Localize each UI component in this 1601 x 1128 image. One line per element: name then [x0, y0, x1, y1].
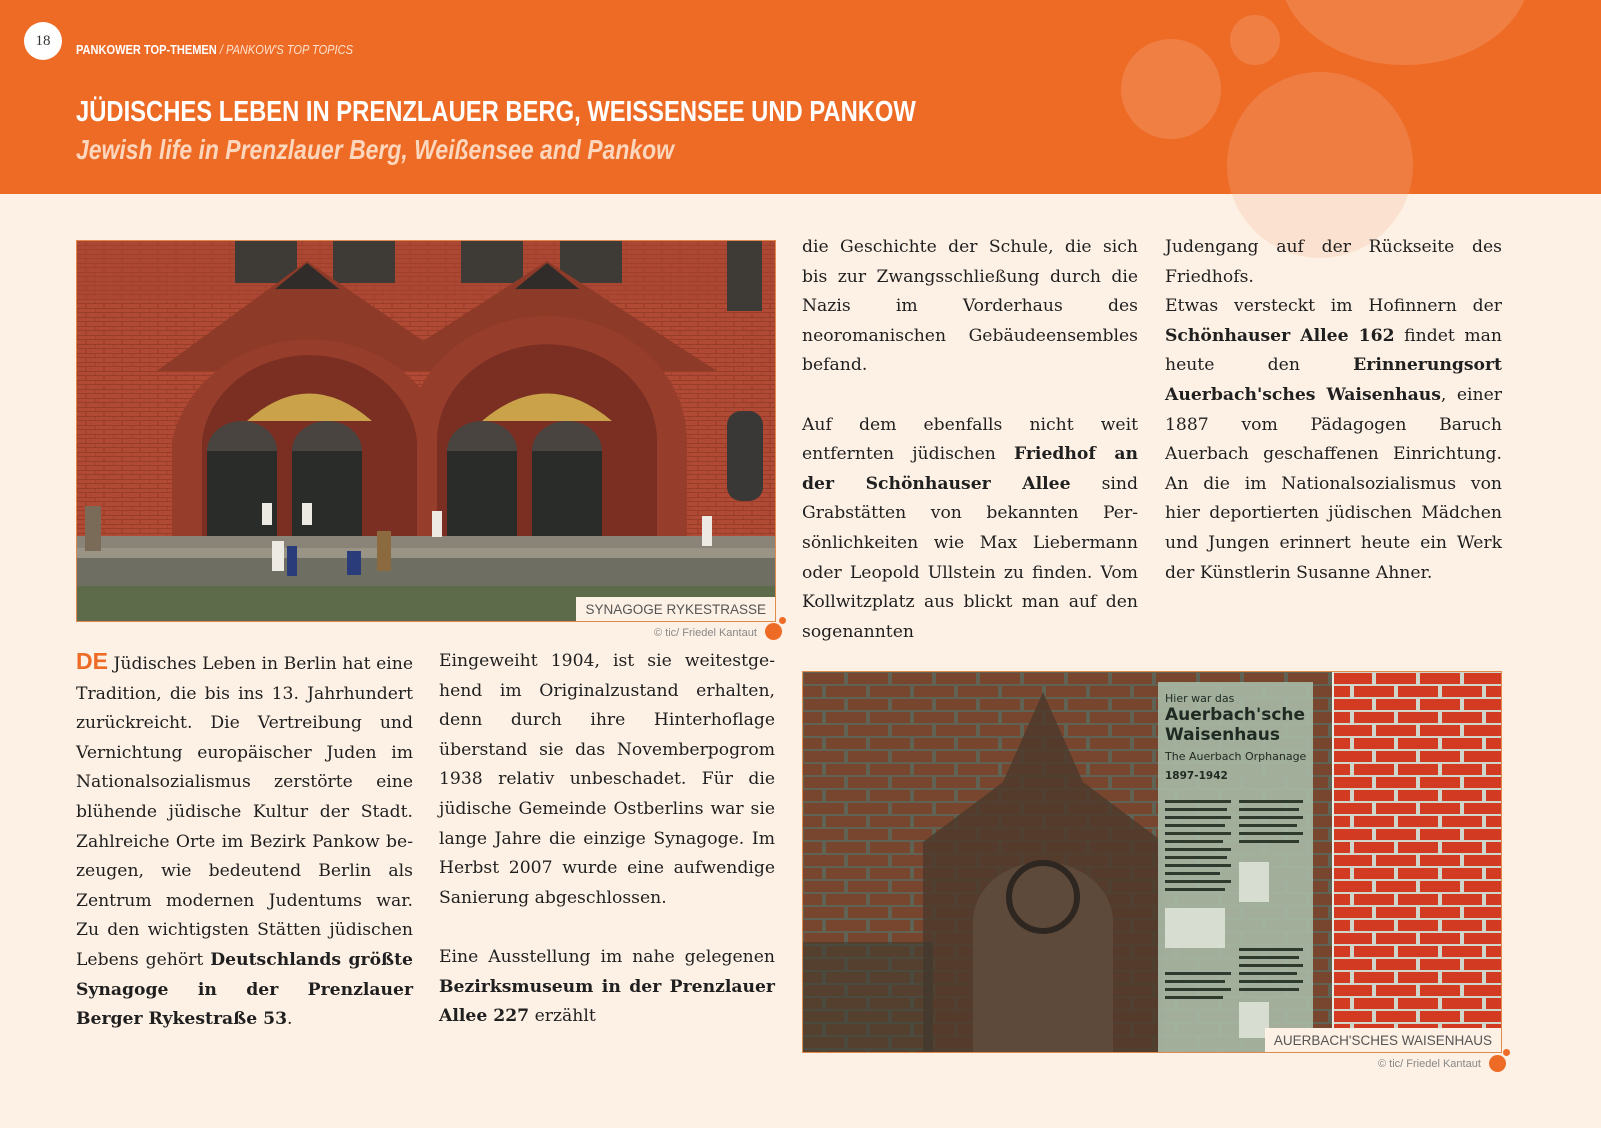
decor-bubble [1121, 39, 1221, 139]
decor-bubble [1280, 0, 1530, 65]
sign-intro: Hier war das [1165, 692, 1235, 705]
text-run-bold: Friedhof an der Schönhauser Allee [802, 444, 1138, 494]
synagogue-credit: © tic/ Friedel Kantaut [654, 627, 757, 639]
text-run: Auf dem ebenfalls nicht weit entfernten jüdischen [802, 414, 1138, 465]
article-paragraph [76, 647, 413, 1035]
article-paragraph: die Geschichte der Schule, die sich bis zur Zwangsschließung durch die Nazis im Vorderhaus des neoromanischen Gebäudeensembles befand. [802, 237, 1138, 376]
credit-dot [1489, 1055, 1506, 1072]
page-title: JÜDISCHES LEBEN IN PRENZLAUER BERG, WEISSENSEE UND PANKOW [76, 96, 916, 128]
article-column-1 [76, 647, 413, 1035]
orphanage-illustration [803, 672, 1501, 1052]
synagogue-caption: SYNAGOGE RYKESTRASSE [576, 597, 775, 621]
section-kicker [76, 42, 353, 57]
kicker-en: / PANKOW'S TOP TOPICS [219, 42, 353, 57]
language-marker: DE [76, 648, 108, 674]
article-column-2 [439, 647, 775, 1032]
article-paragraph [802, 411, 1138, 648]
page-number: 18 [24, 22, 62, 60]
article-column-3 [802, 233, 1138, 647]
text-run: , einer 1887 vom Pädagogen Baruch Auerbach geschaffenen Einrichtung. An die im Nationalsozialismus von hier deportierten jüdischen Mädchen und Jungen erinnert heute ein Werk der Künstlerin Susanne Ahner. [1165, 384, 1502, 583]
text-run-bold: Erinnerungsort Auerbach'sches Waisenhaus [1165, 355, 1502, 405]
text-run: sind Grabstätten von bekannten Persönlichkeiten wie Max Liebermann oder Leopold Ullstein zu finden. Vom Kollwitzplatz aus blickt man auf den sogenannten [802, 473, 1139, 642]
sign-title-line2: Waisenhaus [1165, 725, 1280, 745]
credit-dot-small [779, 617, 786, 624]
article-paragraph [439, 943, 775, 1032]
article-paragraph: Judengang auf der Rückseite des Friedhofs. [1165, 237, 1502, 287]
sign-title-line1: Auerbach'sche [1165, 705, 1306, 725]
kicker-de: PANKOWER TOP-THEMEN [76, 42, 217, 57]
article-paragraph [1165, 292, 1502, 588]
text-run: findet man heute den [1165, 325, 1502, 376]
text-run-bold: Deutschlands größte Synagoge in der Prenzlauer Berger Rykestraße 53 [76, 949, 413, 1030]
orphanage-credit: © tic/ Friedel Kantaut [1378, 1058, 1481, 1070]
orphanage-photo [802, 671, 1502, 1053]
credit-dot [765, 623, 782, 640]
article-paragraph: Eingeweiht 1904, ist sie weitestgehend im Originalzustand erhalten, denn durch ihre Hinterhoflage überstand sie das Novemberpogrom 1938 relativ unbeschadet. Für die jüdische Gemeinde Ostberlins war sie lange Jahre die einzige Synagoge. Im Herbst 2007 wurde eine aufwendige Sanierung abgeschlossen. [439, 651, 775, 908]
synagogue-photo [76, 240, 776, 622]
sign-years: 1897-1942 [1165, 770, 1228, 782]
page-subtitle: Jewish life in Prenzlauer Berg, Weißensee and Pankow [76, 134, 675, 165]
text-run: . [287, 1009, 293, 1030]
text-run: Etwas versteckt im Hofinnern der [1165, 296, 1502, 317]
text-run: erzählt [529, 1006, 596, 1027]
credit-dot-small [1503, 1049, 1510, 1056]
orphanage-caption: AUERBACH'SCHES WAISENHAUS [1265, 1028, 1501, 1052]
sign-subtitle: The Auerbach Orphanage [1165, 750, 1307, 763]
synagogue-illustration [77, 241, 775, 621]
decor-bubble [1227, 72, 1413, 258]
text-run: Eine Ausstellung im nahe gelegenen [439, 946, 775, 967]
decor-bubble [1230, 15, 1280, 65]
text-run-bold: Schönhauser Allee 162 [1165, 325, 1395, 346]
text-run-bold: Bezirksmuseum in der Prenzlauer Allee 227 [439, 976, 775, 1027]
article-column-4 [1165, 233, 1502, 588]
text-run: Jüdisches Leben in Berlin hat eine Tradition, die bis ins 13. Jahrhundert zurückreicht. Die Vertreibung und Vernichtung europäischer Juden im Nationalsozialismus zerstörte eine blühende jüdische Kultur der Stadt. Zahlreiche Orte im Bezirk Pankow bezeugen, wie bedeutend Berlin als Zentrum modernen Judentums war. Zu den wichtigsten Stätten jüdischen Lebens gehört [76, 654, 413, 970]
